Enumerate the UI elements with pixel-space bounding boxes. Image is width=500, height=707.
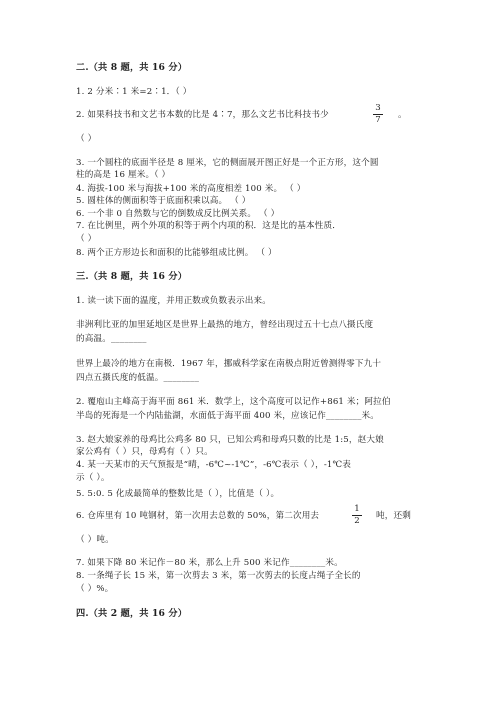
fraction-numerator: 1	[354, 504, 360, 514]
question-3-2: 2. 覆庖山主峰高于海平面 861 米．数学上，这个高度可以记作+861 米；阿拉伯	[76, 397, 391, 407]
section-4-title: 四.（共 2 题，共 16 分）	[76, 608, 188, 619]
question-2-4: 4. 海拔-100 米与海拔+100 米的高度相差 100 米。 （ ）	[76, 184, 306, 194]
fraction-numerator: 3	[375, 103, 381, 113]
question-3-3: 3. 赵大娘家养的母鸡比公鸡多 80 只，已知公鸡和母鸡只数的比是 1:5，赵大娘	[76, 435, 384, 445]
section-2-title: 二.（共 8 题，共 16 分）	[76, 62, 188, 73]
question-3-7: 7. 如果下降 80 米记作－80 米，那么上升 500 米记作________米。	[76, 558, 343, 568]
question-3-2-cont: 半岛的死海是一个内陆盐湖，水面低于海平面 400 米，应该记作________米。	[76, 411, 380, 421]
question-3-1-part2-cont: 四点五摄氏度的低温。________	[76, 373, 200, 383]
question-2-2: 2. 如果科技书和文艺书本数的比是 4∶7，那么文艺书比科技书少	[76, 110, 329, 120]
question-3-8-cont: （ ）%。	[76, 584, 114, 594]
question-2-3: 3. 一个圆柱的底面半径是 8 厘米，它的侧面展开图正好是一个正方形，这个圆	[76, 158, 379, 168]
question-2-2-end: 。	[398, 110, 407, 120]
question-2-8: 8. 两个正方形边长和面积的比能够组成比例。 （ ）	[76, 248, 277, 258]
fraction-3-7	[373, 104, 383, 125]
question-3-6-end: 吨，还剩	[376, 511, 411, 521]
question-3-1-part2: 世界上最冷的地方在南极．1967 年，挪威科学家在南极点附近曾测得零下九十	[76, 359, 382, 369]
question-3-3-cont: 家公鸡有（ ）只，母鸡有（ ）只。	[76, 447, 213, 457]
question-2-5: 5. 圆柱体的侧面积等于底面积乘以高。 （ ）	[76, 196, 251, 206]
question-3-5: 5. 5:0. 5 化成最简单的整数比是（ ），比值是（ ）。	[76, 489, 280, 499]
question-3-1-part1-cont: 的高温。________	[76, 334, 147, 344]
question-3-1: 1. 读一读下面的温度，并用正数或负数表示出来。	[76, 296, 272, 306]
question-3-4: 4. 某一天某市的天气预报是“晴，-6℃~-1℃”，-6℃表示（ ），-1℃表	[76, 460, 352, 470]
question-2-2-answer: （ ）	[76, 134, 97, 144]
question-3-6: 6. 仓库里有 10 吨钢材，第一次用去总数的 50%，第二次用去	[76, 511, 320, 521]
section-3-title: 三.（共 8 题，共 16 分）	[76, 271, 188, 282]
question-3-4-cont: 示（ ）。	[76, 473, 110, 483]
question-3-6-answer: （ ）吨。	[76, 535, 114, 545]
question-2-3-cont: 柱的高是 16 厘米。（ ）	[76, 170, 171, 180]
question-2-7: 7. 在比例里，两个外项的积等于两个内项的积．这是比的基本性质．	[76, 221, 341, 231]
question-3-8: 8. 一条绳子长 15 米，第一次剪去 3 米，第一次剪去的长度占绳子全长的	[76, 571, 361, 581]
fraction-denominator: 2	[354, 516, 360, 526]
fraction-1-2	[352, 505, 362, 526]
question-3-1-part1: 非洲利比亚的加里延地区是世界上最热的地方，曾经出现过五十七点八摄氏度	[76, 320, 374, 330]
question-2-1: 1. 2 分米∶1 米=2∶1．（ ）	[76, 87, 192, 97]
question-2-6: 6. 一个非 0 自然数与它的倒数成反比例关系。 （ ）	[76, 209, 280, 219]
question-2-7-answer: （ ）	[76, 234, 97, 244]
fraction-denominator: 7	[375, 115, 381, 125]
